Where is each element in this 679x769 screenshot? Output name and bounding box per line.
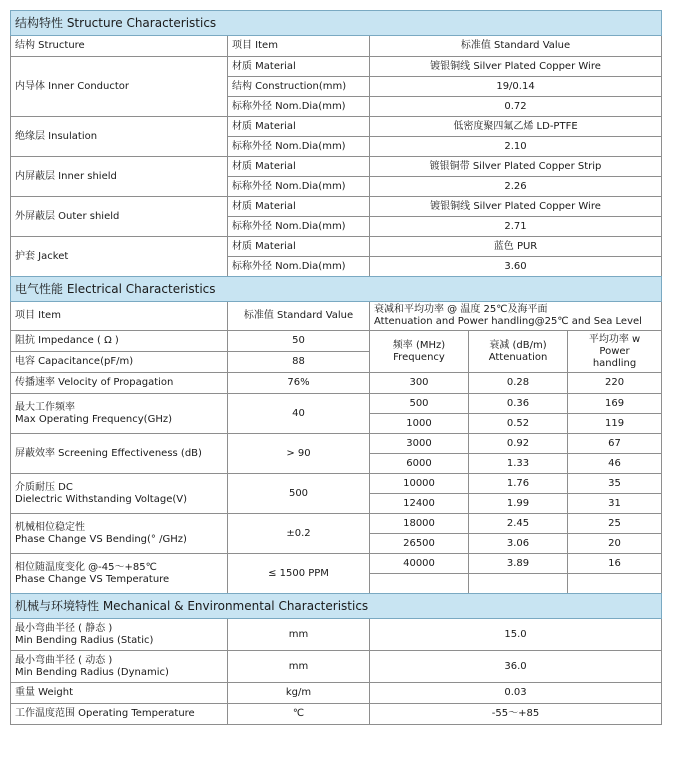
inner-shield-label: 内屏蔽层 Inner shield xyxy=(11,157,228,197)
phase-temperature-value: ≤ 1500 PPM xyxy=(228,554,370,594)
min-bend-static-unit: mm xyxy=(228,619,370,651)
item-cell: 标称外径 Nom.Dia(mm) xyxy=(228,97,370,117)
value-cell: 蓝色 PUR xyxy=(370,237,662,257)
dielectric-value: 500 xyxy=(228,474,370,514)
electrical-table xyxy=(10,276,662,594)
min-bend-static-value: 15.0 xyxy=(370,619,662,651)
header-item: 项目 Item xyxy=(11,302,228,331)
attenuation-title-en: Attenuation and Power handling@25℃ and Sea Level xyxy=(374,316,642,327)
operating-temperature-value: -55～+85 xyxy=(370,704,662,725)
header-structure: 结构 Structure xyxy=(11,36,228,57)
dielectric-cn: 介质耐压 DC xyxy=(15,481,73,493)
phase-bending-en: Phase Change VS Bending(° /GHz) xyxy=(15,533,187,545)
frequency-header-en: Frequency xyxy=(393,351,445,363)
power-header xyxy=(568,331,662,373)
attenuation-header xyxy=(469,331,568,373)
operating-temperature-label: 工作温度范围 Operating Temperature xyxy=(11,704,228,725)
freq-cell: 300 xyxy=(370,373,469,394)
phase-temperature-cn: 相位随温度变化 @-45～+85℃ xyxy=(15,561,157,573)
freq-cell: 500 xyxy=(370,394,469,414)
max-frequency-label xyxy=(11,394,228,434)
header-standard-value: 标准值 Standard Value xyxy=(370,36,662,57)
item-cell: 材质 Material xyxy=(228,237,370,257)
attenuation-header-en: Attenuation xyxy=(488,351,548,363)
freq-cell: 3000 xyxy=(370,434,469,454)
value-cell: 0.72 xyxy=(370,97,662,117)
att-cell: 1.76 xyxy=(469,474,568,494)
power-cell: 46 xyxy=(568,454,662,474)
value-cell: 2.10 xyxy=(370,137,662,157)
dielectric-en: Dielectric Withstanding Voltage(V) xyxy=(15,493,187,505)
value-cell: 镀银铜带 Silver Plated Copper Strip xyxy=(370,157,662,177)
phase-temperature-en: Phase Change VS Temperature xyxy=(15,573,170,585)
jacket-label: 护套 Jacket xyxy=(11,237,228,277)
item-cell: 标称外径 Nom.Dia(mm) xyxy=(228,217,370,237)
value-cell: 低密度聚四氟乙烯 LD-PTFE xyxy=(370,117,662,137)
power-cell: 169 xyxy=(568,394,662,414)
power-cell: 31 xyxy=(568,494,662,514)
attenuation-header-cn: 衰减 (dB/m) xyxy=(489,339,547,351)
item-cell: 材质 Material xyxy=(228,117,370,137)
mechanical-table xyxy=(10,593,662,725)
freq-cell: 6000 xyxy=(370,454,469,474)
weight-unit: kg/m xyxy=(228,683,370,704)
power-cell: 25 xyxy=(568,514,662,534)
weight-label: 重量 Weight xyxy=(11,683,228,704)
power-cell: 220 xyxy=(568,373,662,394)
dielectric-label xyxy=(11,474,228,514)
min-bend-dynamic-en: Min Bending Radius (Dynamic) xyxy=(15,666,169,678)
freq-cell: 26500 xyxy=(370,534,469,554)
value-cell: 2.71 xyxy=(370,217,662,237)
power-cell: 119 xyxy=(568,414,662,434)
att-cell: 0.28 xyxy=(469,373,568,394)
screening-label: 屏蔽效率 Screening Effectiveness (dB) xyxy=(11,434,228,474)
empty-cell xyxy=(568,574,662,594)
att-cell: 0.92 xyxy=(469,434,568,454)
value-cell: 镀银铜线 Silver Plated Copper Wire xyxy=(370,57,662,77)
phase-bending-cn: 机械相位稳定性 xyxy=(15,521,85,533)
attenuation-title xyxy=(370,302,662,331)
att-cell: 3.06 xyxy=(469,534,568,554)
freq-cell: 10000 xyxy=(370,474,469,494)
min-bend-dynamic-unit: mm xyxy=(228,651,370,683)
impedance-label: 阻抗 Impedance ( Ω ) xyxy=(11,331,228,352)
frequency-header-cn: 频率 (MHz) xyxy=(392,339,446,351)
mechanical-title: 机械与环境特性 Mechanical & Environmental Characteristics xyxy=(11,594,662,619)
max-frequency-en: Max Operating Frequency(GHz) xyxy=(15,413,173,425)
min-bend-dynamic-cn: 最小弯曲半径 ( 动态 ) xyxy=(15,654,113,666)
freq-cell: 1000 xyxy=(370,414,469,434)
min-bend-dynamic-label xyxy=(11,651,228,683)
phase-temperature-label xyxy=(11,554,228,594)
attenuation-title-cn: 衰减和平均功率 @ 温度 25℃及海平面 xyxy=(374,304,548,315)
power-cell: 16 xyxy=(568,554,662,574)
max-frequency-cn: 最大工作频率 xyxy=(15,401,75,413)
structure-table xyxy=(10,10,662,277)
item-cell: 标称外径 Nom.Dia(mm) xyxy=(228,177,370,197)
freq-cell: 12400 xyxy=(370,494,469,514)
freq-cell: 18000 xyxy=(370,514,469,534)
empty-cell xyxy=(370,574,469,594)
impedance-value: 50 xyxy=(228,331,370,352)
header-standard-value: 标准值 Standard Value xyxy=(228,302,370,331)
phase-bending-value: ±0.2 xyxy=(228,514,370,554)
operating-temperature-unit: ℃ xyxy=(228,704,370,725)
att-cell: 2.45 xyxy=(469,514,568,534)
value-cell: 19/0.14 xyxy=(370,77,662,97)
spec-sheet xyxy=(10,10,661,725)
att-cell: 1.99 xyxy=(469,494,568,514)
value-cell: 2.26 xyxy=(370,177,662,197)
att-cell: 1.33 xyxy=(469,454,568,474)
min-bend-static-en: Min Bending Radius (Static) xyxy=(15,634,154,646)
outer-shield-label: 外屏蔽层 Outer shield xyxy=(11,197,228,237)
insulation-label: 绝缘层 Insulation xyxy=(11,117,228,157)
item-cell: 材质 Material xyxy=(228,157,370,177)
velocity-label: 传播速率 Velocity of Propagation xyxy=(11,373,228,394)
frequency-header xyxy=(370,331,469,373)
power-cell: 67 xyxy=(568,434,662,454)
header-item: 项目 Item xyxy=(228,36,370,57)
power-header-en: Power xyxy=(599,345,630,357)
screening-value: > 90 xyxy=(228,434,370,474)
capacitance-value: 88 xyxy=(228,352,370,373)
item-cell: 标称外径 Nom.Dia(mm) xyxy=(228,137,370,157)
inner-conductor-label: 内导体 Inner Conductor xyxy=(11,57,228,117)
max-frequency-value: 40 xyxy=(228,394,370,434)
phase-bending-label xyxy=(11,514,228,554)
item-cell: 结构 Construction(mm) xyxy=(228,77,370,97)
power-header-en2: handling xyxy=(592,357,637,369)
min-bend-static-label xyxy=(11,619,228,651)
att-cell: 3.89 xyxy=(469,554,568,574)
structure-title: 结构特性 Structure Characteristics xyxy=(11,11,662,36)
velocity-value: 76% xyxy=(228,373,370,394)
min-bend-dynamic-value: 36.0 xyxy=(370,651,662,683)
power-cell: 20 xyxy=(568,534,662,554)
power-header-cn: 平均功率 w xyxy=(588,333,641,345)
att-cell: 0.36 xyxy=(469,394,568,414)
item-cell: 材质 Material xyxy=(228,197,370,217)
electrical-title: 电气性能 Electrical Characteristics xyxy=(11,277,662,302)
value-cell: 3.60 xyxy=(370,257,662,277)
freq-cell: 40000 xyxy=(370,554,469,574)
item-cell: 标称外径 Nom.Dia(mm) xyxy=(228,257,370,277)
empty-cell xyxy=(469,574,568,594)
value-cell: 镀银铜线 Silver Plated Copper Wire xyxy=(370,197,662,217)
weight-value: 0.03 xyxy=(370,683,662,704)
min-bend-static-cn: 最小弯曲半径 ( 静态 ) xyxy=(15,622,113,634)
att-cell: 0.52 xyxy=(469,414,568,434)
power-cell: 35 xyxy=(568,474,662,494)
capacitance-label: 电容 Capacitance(pF/m) xyxy=(11,352,228,373)
item-cell: 材质 Material xyxy=(228,57,370,77)
